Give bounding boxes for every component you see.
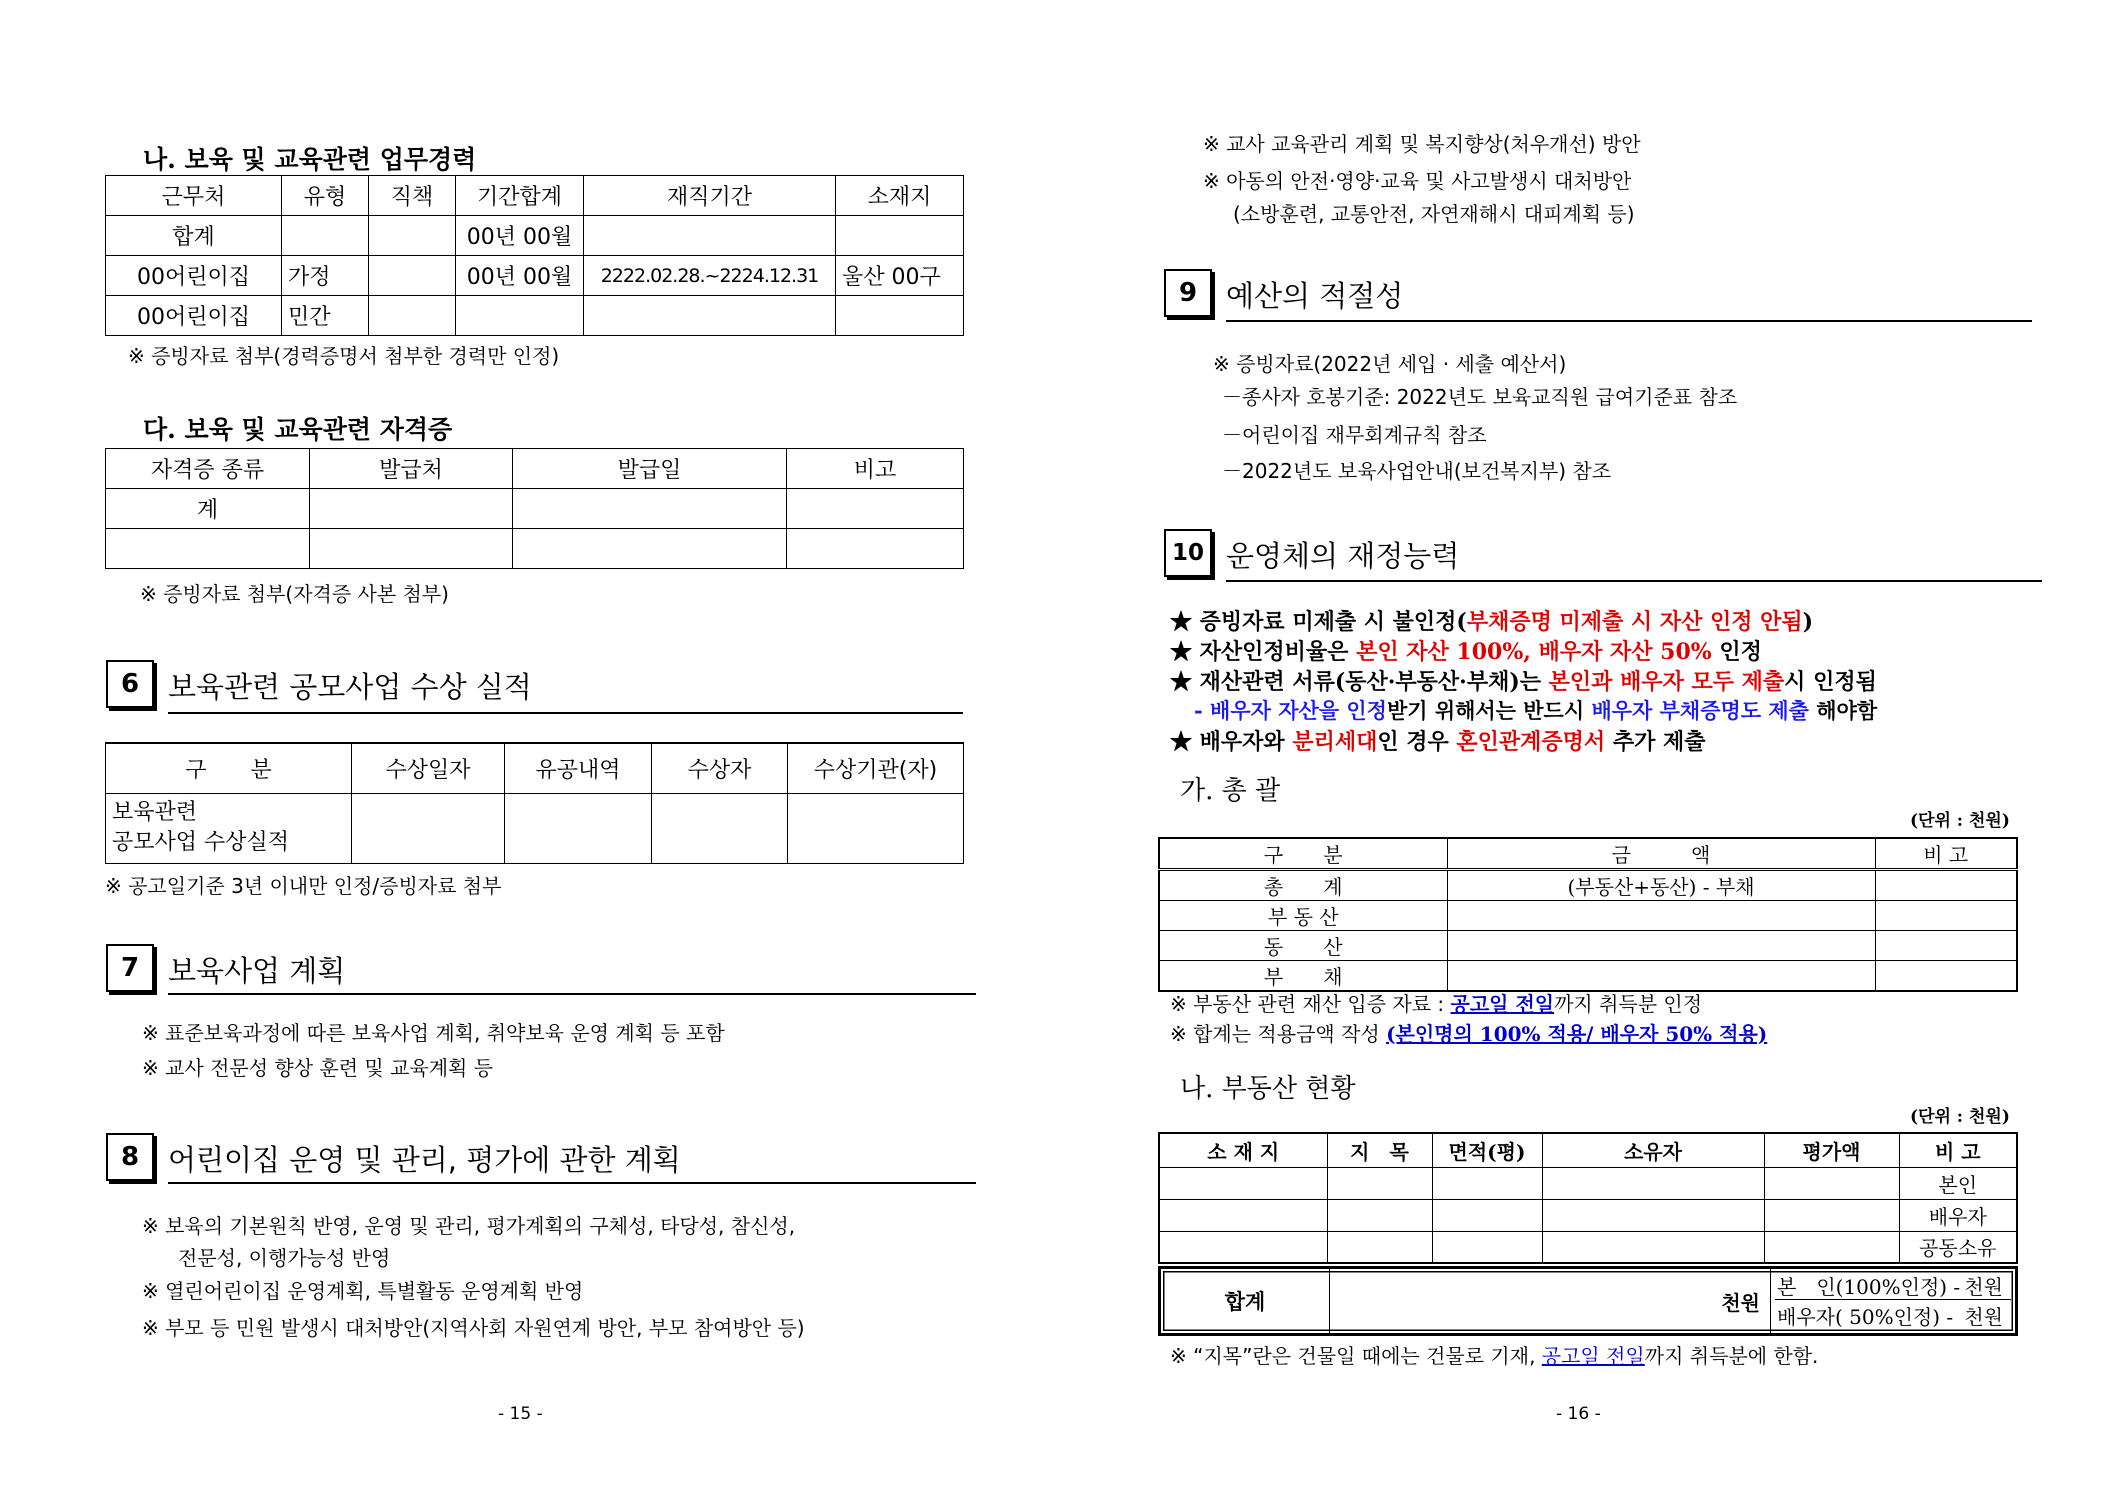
summary-note bbox=[1170, 1018, 1767, 1047]
notice-text: ★ 재산관련 서류(동산·부동산·부채)는 bbox=[1170, 669, 1549, 695]
table-row bbox=[106, 216, 964, 256]
col-header: 수상일자 bbox=[352, 743, 505, 793]
table-row bbox=[1159, 901, 2017, 931]
section-number: 10 bbox=[1164, 529, 1212, 577]
cell bbox=[1432, 1167, 1542, 1199]
cell bbox=[352, 793, 505, 863]
notice-line bbox=[1170, 665, 1877, 696]
cell bbox=[369, 296, 456, 336]
table-row bbox=[1159, 1167, 2017, 1199]
cell: 00어린이집 bbox=[106, 256, 282, 296]
cell bbox=[1542, 1167, 1764, 1199]
table-row bbox=[1159, 1199, 2017, 1231]
cell: 민간 bbox=[282, 296, 369, 336]
col-header: 소유자 bbox=[1542, 1133, 1764, 1167]
cell bbox=[1542, 1231, 1764, 1263]
notice-text: ★ 증빙자료 미제출 시 불인정( bbox=[1170, 609, 1467, 635]
unit-label: (단위 : 천원) bbox=[1910, 1107, 2010, 1127]
cert-table bbox=[105, 448, 964, 569]
cell bbox=[787, 529, 964, 569]
total-label: 합계 bbox=[1161, 1269, 1330, 1333]
cell bbox=[310, 489, 513, 529]
summary-table bbox=[1158, 837, 2018, 992]
col-header: 비 고 bbox=[1875, 838, 2017, 870]
self-line bbox=[1775, 1271, 2011, 1300]
list-item: ※ 열린어린이집 운영계획, 특별활동 운영계획 반영 bbox=[142, 1279, 584, 1303]
col-header: 발급처 bbox=[310, 449, 513, 489]
cell: 계 bbox=[106, 489, 310, 529]
list-item: ※ 교사 전문성 향상 훈련 및 교육계획 등 bbox=[142, 1056, 494, 1080]
cell bbox=[1447, 931, 1875, 961]
cell: 2222.02.28.~2224.12.31 bbox=[584, 256, 836, 296]
cell: (부동산+동산) - 부채 bbox=[1447, 870, 1875, 901]
cell bbox=[1327, 1199, 1432, 1231]
career-title: 나. 보육 및 교육관련 업무경력 bbox=[143, 145, 477, 174]
notice-text: 인 경우 bbox=[1377, 729, 1457, 755]
cell bbox=[282, 216, 369, 256]
notice-highlight: 부채증명 미제출 시 자산 인정 안됨 bbox=[1466, 609, 1803, 635]
cell bbox=[652, 793, 788, 863]
table-row bbox=[1159, 961, 2017, 992]
note-highlight: 공고일 전일 bbox=[1541, 1344, 1645, 1368]
cell bbox=[1764, 1167, 1899, 1199]
cell bbox=[787, 489, 964, 529]
notice-highlight: 본인 자산 100%, 배우자 자산 50% bbox=[1356, 639, 1712, 665]
notice-line bbox=[1170, 725, 1706, 756]
cell bbox=[369, 256, 456, 296]
table-row bbox=[106, 256, 964, 296]
notice-text: 해야함 bbox=[1808, 698, 1878, 723]
table-row bbox=[106, 529, 964, 569]
list-item: ※ 표준보육과정에 따른 보육사업 계획, 취약보육 운영 계획 등 포함 bbox=[142, 1021, 725, 1045]
cell bbox=[1432, 1199, 1542, 1231]
col-header: 기간합계 bbox=[456, 176, 584, 216]
realestate-note bbox=[1170, 1340, 1818, 1369]
section-underline bbox=[168, 1182, 976, 1184]
col-header: 비고 bbox=[787, 449, 964, 489]
col-header: 소 재 지 bbox=[1159, 1133, 1327, 1167]
notice-line bbox=[1194, 695, 1877, 725]
cell: 00년 00월 bbox=[456, 216, 584, 256]
cell bbox=[836, 216, 964, 256]
list-item: 전문성, 이행가능성 반영 bbox=[178, 1246, 391, 1270]
cell: 본인 bbox=[1899, 1167, 2017, 1199]
cell bbox=[1327, 1231, 1432, 1263]
section-number: 9 bbox=[1164, 269, 1212, 317]
section-underline bbox=[1226, 320, 2032, 322]
cell bbox=[1447, 901, 1875, 931]
list-item: ※ 증빙자료(2022년 세입 · 세출 예산서) bbox=[1213, 352, 1567, 376]
col-header: 재직기간 bbox=[584, 176, 836, 216]
list-item: －종사자 호봉기준: 2022년도 보육교직원 급여기준표 참조 bbox=[1222, 385, 1738, 409]
notice-line bbox=[1170, 635, 1762, 666]
notice-text: ★ 배우자와 bbox=[1170, 729, 1293, 755]
section-title: 보육사업 계획 bbox=[168, 954, 346, 988]
col-header: 구 분 bbox=[106, 743, 352, 793]
note-text: 까지 취득분 인정 bbox=[1554, 992, 1703, 1016]
cell bbox=[836, 296, 964, 336]
cell: 00어린이집 bbox=[106, 296, 282, 336]
cell bbox=[369, 216, 456, 256]
award-note: ※ 공고일기준 3년 이내만 인정/증빙자료 첨부 bbox=[105, 874, 502, 898]
notice-text: ★ 자산인정비율은 bbox=[1170, 639, 1357, 665]
section-9-heading bbox=[1164, 269, 1403, 317]
note-highlight: (본인명의 100% 적용/ 배우자 50% 적용) bbox=[1386, 1022, 1768, 1046]
list-item: ※ 교사 교육관리 계획 및 복지향상(처우개선) 방안 bbox=[1203, 132, 1641, 156]
section-6-heading bbox=[106, 660, 532, 708]
cell bbox=[1875, 901, 2017, 931]
cell bbox=[1875, 931, 2017, 961]
col-header: 수상자 bbox=[652, 743, 788, 793]
career-note: ※ 증빙자료 첨부(경력증명서 첨부한 경력만 인정) bbox=[128, 344, 560, 368]
notice-text: 추가 제출 bbox=[1605, 729, 1706, 755]
table-row bbox=[106, 489, 964, 529]
cell: 공동소유 bbox=[1899, 1231, 2017, 1263]
section-underline bbox=[168, 993, 976, 995]
cell bbox=[456, 296, 584, 336]
cell: 배우자 bbox=[1899, 1199, 2017, 1231]
cell: 총 계 bbox=[1159, 870, 1447, 901]
cell bbox=[513, 489, 787, 529]
table-row bbox=[106, 793, 964, 863]
note-highlight: 공고일 전일 bbox=[1450, 992, 1555, 1016]
cell bbox=[584, 216, 836, 256]
row-label-line: 공모사업 수상실적 bbox=[112, 830, 290, 855]
note-text: ※ “지목”란은 건물일 때에는 건물로 기재, bbox=[1170, 1344, 1542, 1368]
total-unit: 천원 bbox=[1329, 1269, 1771, 1333]
section-title: 예산의 적절성 bbox=[1226, 279, 1404, 313]
unit-label: (단위 : 천원) bbox=[1910, 811, 2010, 831]
notice-highlight: 혼인관계증명서 bbox=[1456, 729, 1606, 755]
summary-note bbox=[1170, 988, 1702, 1017]
spouse-label: 배우자( 50%인정) - bbox=[1777, 1305, 1954, 1329]
col-header: 발급일 bbox=[513, 449, 787, 489]
cell: 울산 00구 bbox=[836, 256, 964, 296]
notice-text: 인정 bbox=[1711, 639, 1762, 665]
cell bbox=[1875, 870, 2017, 901]
col-header: 면적(평) bbox=[1432, 1133, 1542, 1167]
note-text: ※ 합계는 적용금액 작성 bbox=[1170, 1022, 1387, 1046]
section-8-heading bbox=[106, 1133, 681, 1181]
table-row bbox=[1159, 870, 2017, 901]
cert-title: 다. 보육 및 교육관련 자격증 bbox=[143, 415, 453, 444]
cell bbox=[1875, 961, 2017, 992]
section-number: 6 bbox=[106, 660, 154, 708]
spouse-unit: 천원 bbox=[1964, 1305, 2003, 1329]
section-underline bbox=[168, 712, 963, 714]
cell bbox=[505, 793, 652, 863]
page-number: - 15 - bbox=[498, 1404, 543, 1424]
notice-text: ) bbox=[1802, 609, 1814, 635]
notice-highlight: - 배우자 자산을 인정 bbox=[1194, 698, 1387, 723]
cell bbox=[106, 529, 310, 569]
col-header: 지 목 bbox=[1327, 1133, 1432, 1167]
cell bbox=[106, 793, 352, 863]
section-title: 보육관련 공모사업 수상 실적 bbox=[168, 670, 532, 704]
cell: 합계 bbox=[106, 216, 282, 256]
list-item: ※ 부모 등 민원 발생시 대처방안(지역사회 자원연계 방안, 부모 참여방안 등) bbox=[142, 1316, 805, 1340]
realestate-total-row bbox=[1158, 1266, 2018, 1336]
list-item: ※ 아동의 안전·영양·교육 및 사고발생시 대처방안 bbox=[1203, 169, 1632, 193]
realestate-table bbox=[1158, 1132, 2018, 1264]
notice-highlight: 분리세대 bbox=[1292, 729, 1378, 755]
notice-text: 시 인정됨 bbox=[1784, 669, 1877, 695]
career-table bbox=[105, 175, 964, 336]
cell: 부 동 산 bbox=[1159, 901, 1447, 931]
notice-text: 받기 위해서는 반드시 bbox=[1386, 698, 1592, 723]
spouse-line bbox=[1775, 1301, 2011, 1329]
summary-title: 가. 총 괄 bbox=[1180, 776, 1281, 806]
table-row bbox=[106, 296, 964, 336]
col-header: 유공내역 bbox=[505, 743, 652, 793]
section-underline bbox=[1226, 580, 2042, 582]
cell bbox=[1764, 1231, 1899, 1263]
self-unit: 천원 bbox=[1964, 1275, 2003, 1299]
cell bbox=[1327, 1167, 1432, 1199]
note-text: 까지 취득분에 한함. bbox=[1644, 1344, 1819, 1368]
section-title: 어린이집 운영 및 관리, 평가에 관한 계획 bbox=[168, 1143, 681, 1177]
list-item: (소방훈련, 교통안전, 자연재해시 대피계획 등) bbox=[1233, 202, 1635, 226]
section-10-heading bbox=[1164, 529, 1459, 577]
cell bbox=[1159, 1231, 1327, 1263]
col-header: 금 액 bbox=[1447, 838, 1875, 870]
col-header: 비 고 bbox=[1899, 1133, 2017, 1167]
page-number: - 16 - bbox=[1556, 1404, 1601, 1424]
cell: 00년 00월 bbox=[456, 256, 584, 296]
col-header: 유형 bbox=[282, 176, 369, 216]
cell bbox=[788, 793, 964, 863]
cell bbox=[1542, 1199, 1764, 1231]
section-title: 운영체의 재정능력 bbox=[1226, 539, 1460, 573]
cell bbox=[1764, 1199, 1899, 1231]
section-7-heading bbox=[106, 944, 345, 992]
award-table bbox=[105, 742, 964, 864]
table-row bbox=[1159, 931, 2017, 961]
cell bbox=[1447, 961, 1875, 992]
notice-highlight: 본인과 배우자 모두 제출 bbox=[1548, 669, 1785, 695]
cell bbox=[584, 296, 836, 336]
list-item: ※ 보육의 기본원칙 반영, 운영 및 관리, 평가계획의 구체성, 타당성, 참신성, bbox=[142, 1214, 796, 1238]
list-item: －2022년도 보육사업안내(보건복지부) 참조 bbox=[1222, 459, 1612, 483]
note-text: ※ 부동산 관련 재산 입증 자료 : bbox=[1170, 992, 1451, 1016]
list-item: －어린이집 재무회계규칙 참조 bbox=[1222, 423, 1487, 447]
row-label-line: 보육관련 bbox=[112, 800, 198, 825]
cell bbox=[310, 529, 513, 569]
col-header: 직책 bbox=[369, 176, 456, 216]
cell bbox=[513, 529, 787, 569]
cell bbox=[1159, 1199, 1327, 1231]
section-number: 8 bbox=[106, 1133, 154, 1181]
cell: 부 채 bbox=[1159, 961, 1447, 992]
col-header: 소재지 bbox=[836, 176, 964, 216]
col-header: 수상기관(자) bbox=[788, 743, 964, 793]
col-header: 구 분 bbox=[1159, 838, 1447, 870]
cell: 동 산 bbox=[1159, 931, 1447, 961]
realestate-title: 나. 부동산 현황 bbox=[1180, 1074, 1356, 1104]
col-header: 평가액 bbox=[1764, 1133, 1899, 1167]
col-header: 자격증 종류 bbox=[106, 449, 310, 489]
cell bbox=[1432, 1231, 1542, 1263]
col-header: 근무처 bbox=[106, 176, 282, 216]
notice-highlight: 배우자 부채증명도 제출 bbox=[1591, 698, 1809, 723]
cell bbox=[1159, 1167, 1327, 1199]
self-label: 본 인(100%인정) - bbox=[1777, 1275, 1961, 1299]
table-row bbox=[1159, 1231, 2017, 1263]
cell: 가정 bbox=[282, 256, 369, 296]
section-number: 7 bbox=[106, 944, 154, 992]
notice-line bbox=[1170, 605, 1813, 636]
cert-note: ※ 증빙자료 첨부(자격증 사본 첨부) bbox=[140, 582, 449, 606]
